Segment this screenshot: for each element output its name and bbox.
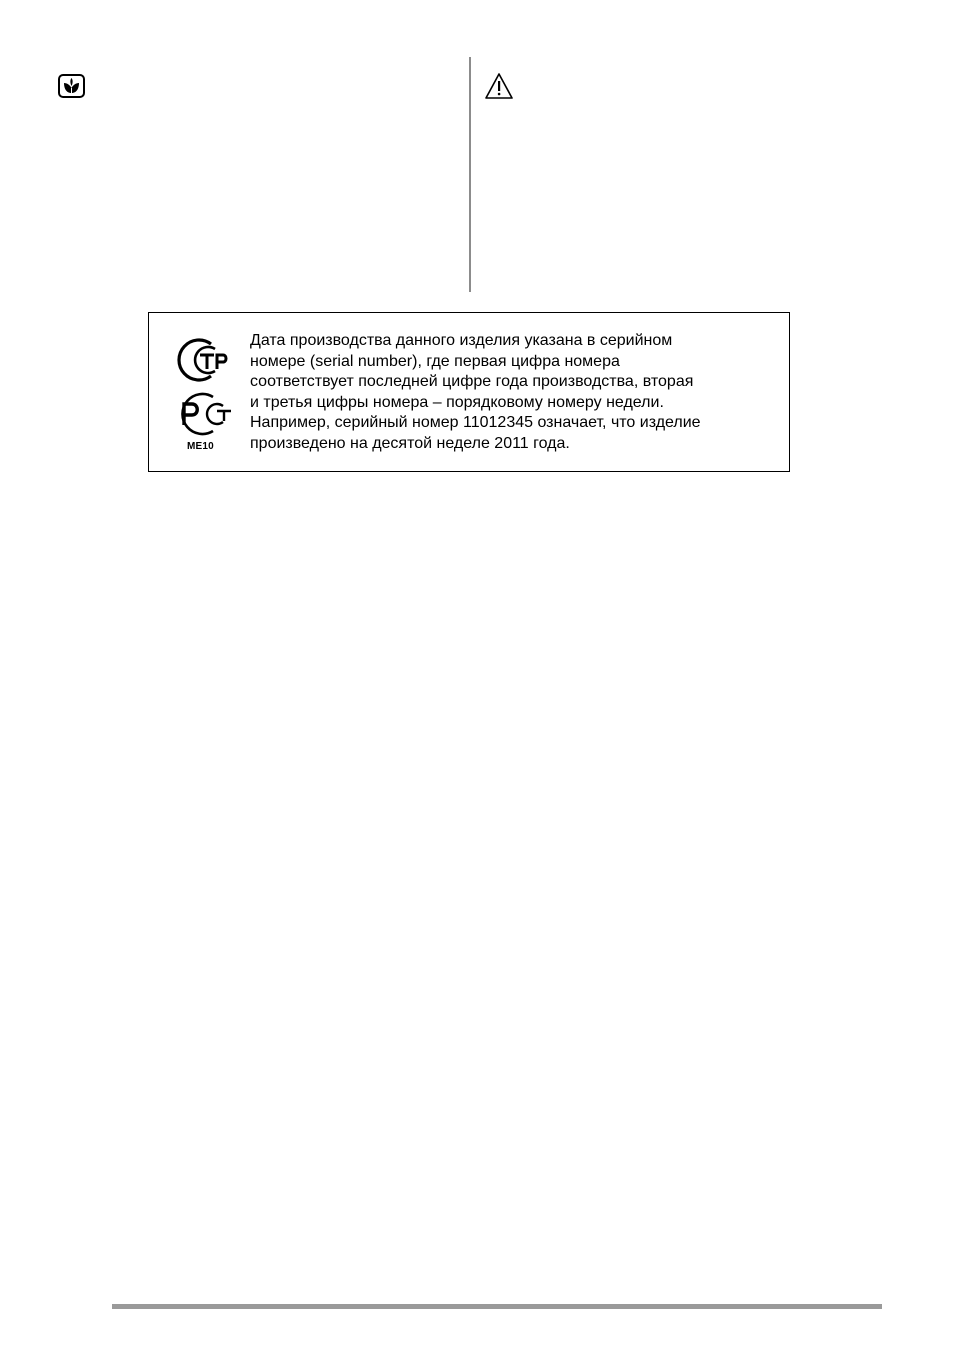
certification-box	[148, 312, 790, 472]
footer-rule	[112, 1304, 882, 1309]
mark-code-label: ME10	[187, 441, 214, 452]
warning-triangle-icon	[484, 72, 514, 100]
certification-text-line: произведено на десятой неделе 2011 года.	[250, 434, 570, 452]
certification-text	[250, 331, 780, 454]
certification-text-line: номере (serial number), где первая цифра номера	[250, 352, 620, 370]
eco-leaf-icon	[58, 74, 85, 98]
certification-text-line: и третья цифры номера – порядковому номеру недели.	[250, 393, 664, 411]
certification-text-line: Дата производства данного изделия указана в серийном	[250, 332, 673, 349]
column-divider	[469, 57, 471, 292]
certification-marks	[171, 335, 235, 457]
certification-text-line: соответствует последней цифре года производства, вторая	[250, 373, 694, 390]
eac-mark-icon	[171, 335, 235, 385]
certification-text-line: Например, серийный номер 11012345 означает, что изделие	[250, 414, 701, 431]
rostest-mark-icon	[173, 391, 235, 437]
